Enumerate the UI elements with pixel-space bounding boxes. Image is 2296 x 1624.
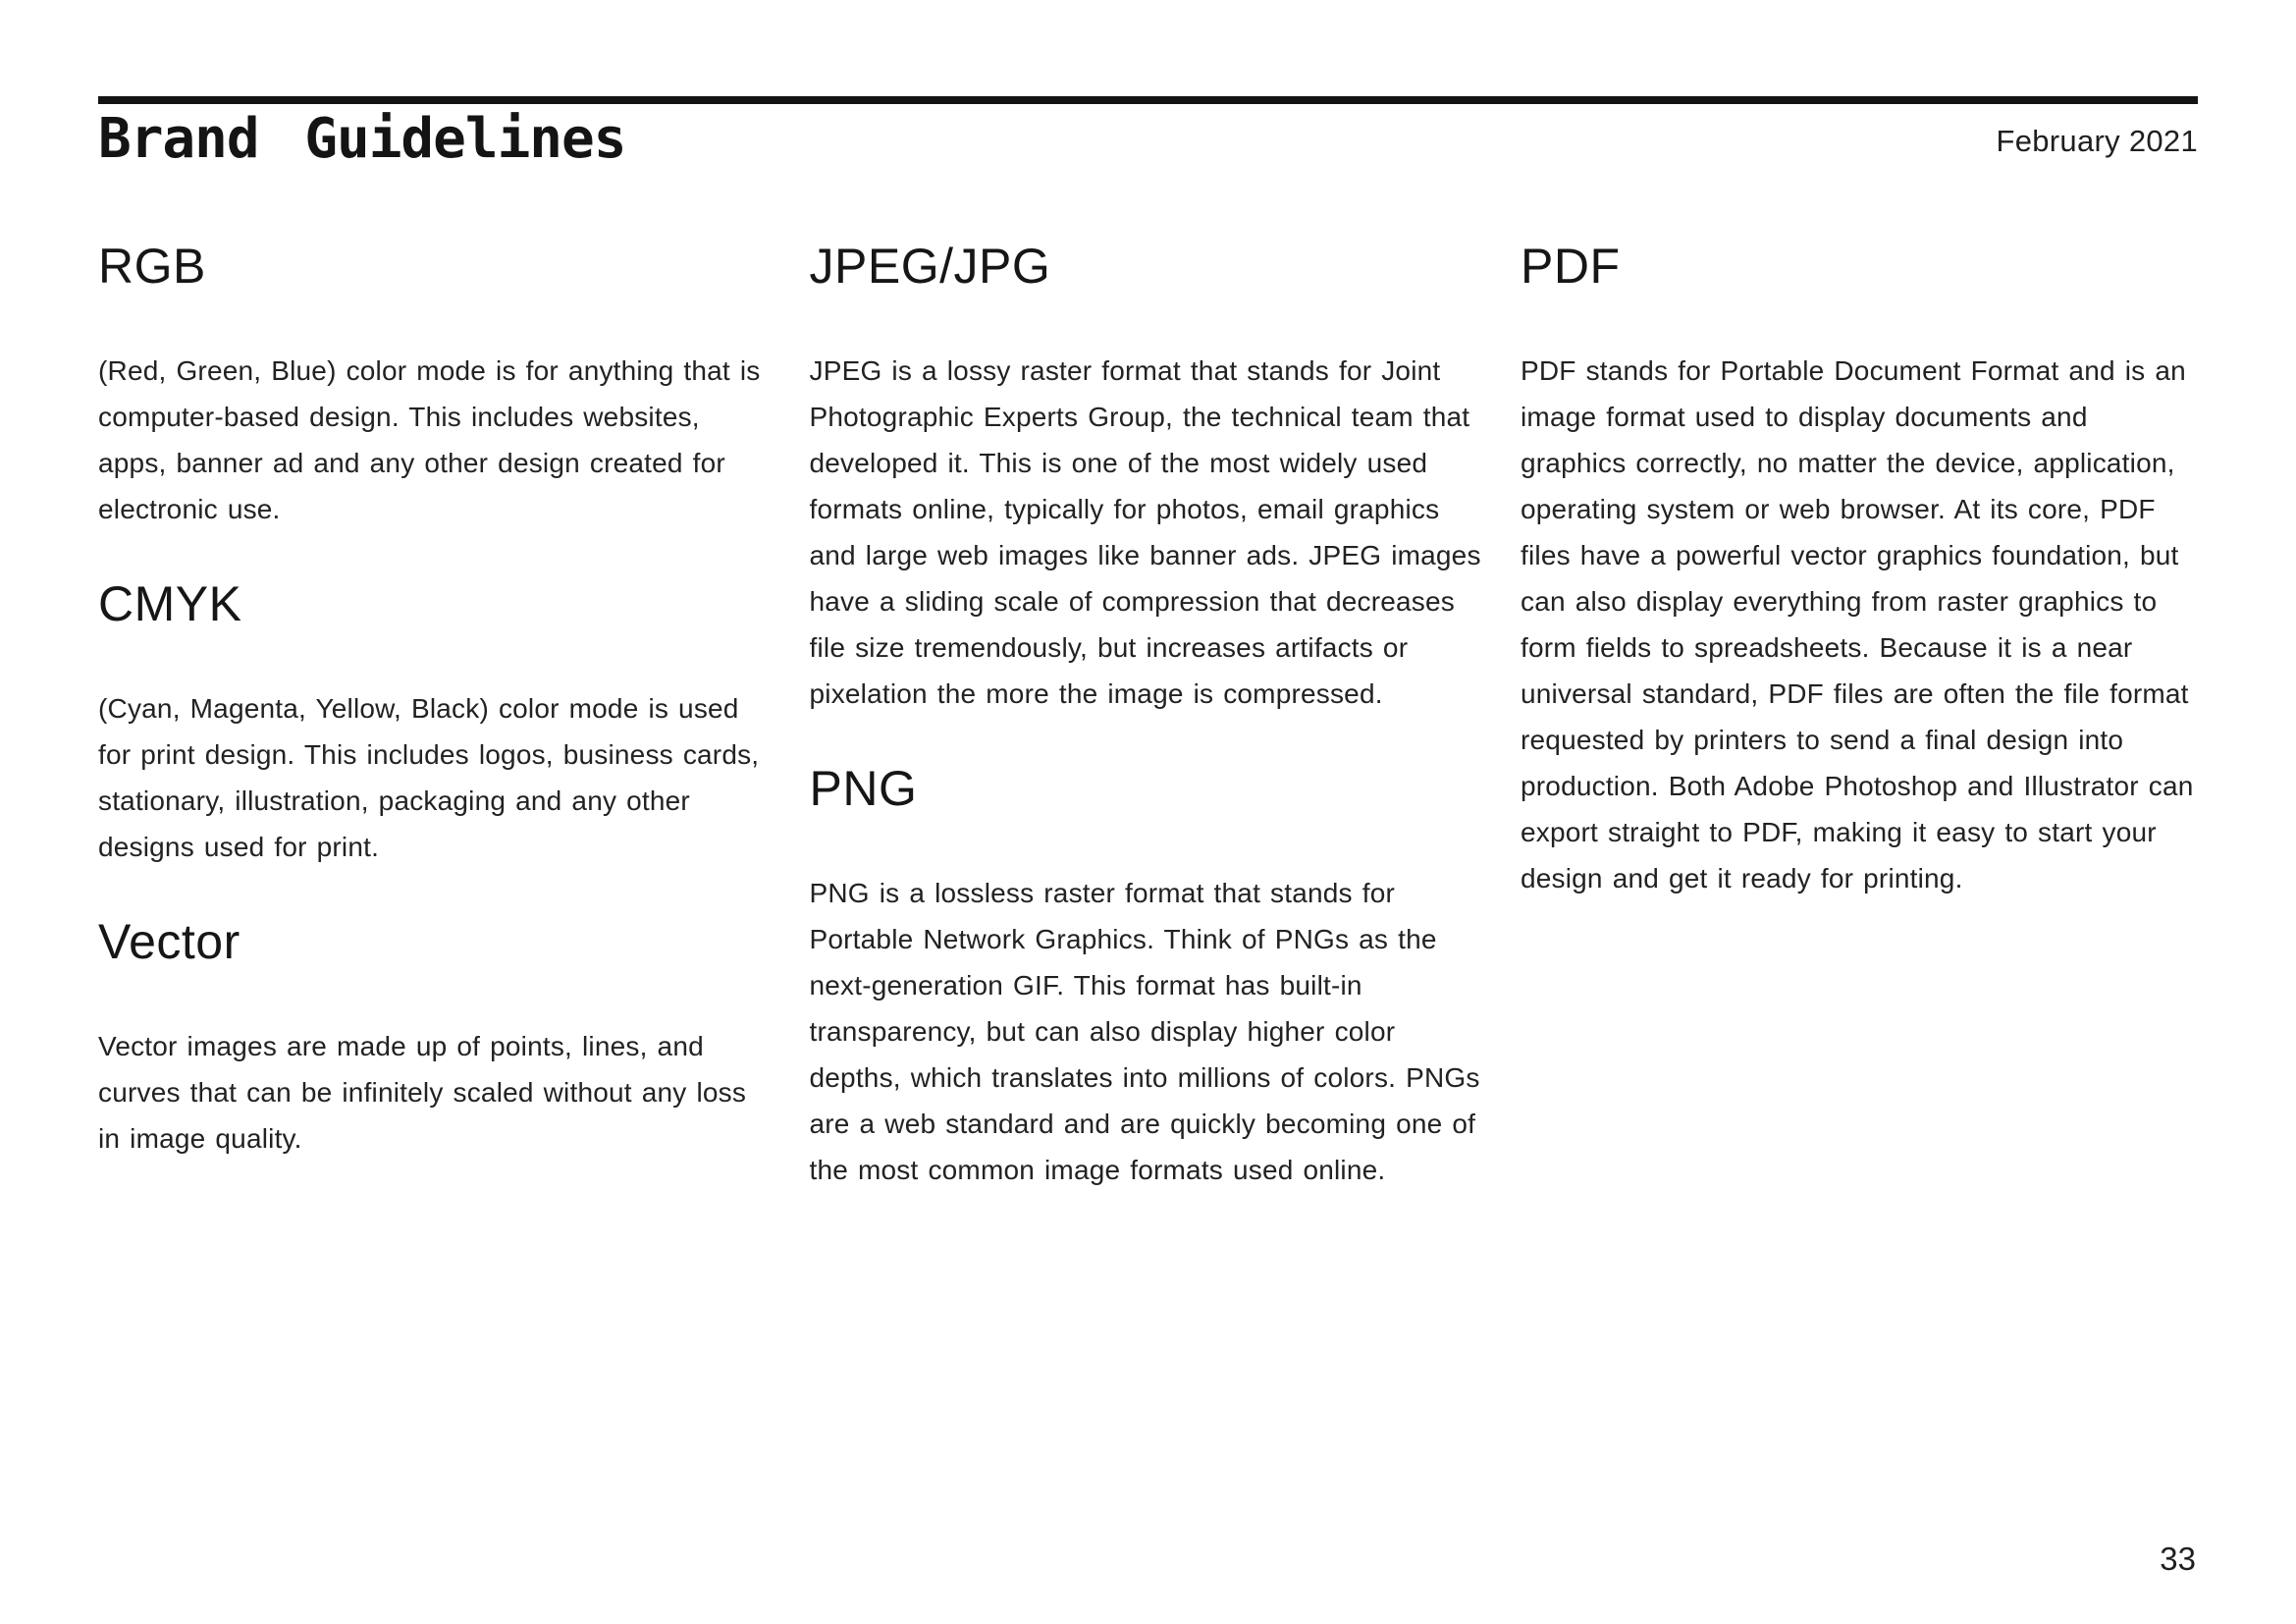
section-vector — [98, 916, 775, 1162]
section-body-rgb: (Red, Green, Blue) color mode is for anything that is computer-based design. This includes websites, apps, banner ad and any other design created for electronic use. — [98, 355, 761, 524]
section-body-vector: Vector images are made up of points, lines, and curves that can be infinitely scaled without any loss in image quality. — [98, 1031, 747, 1154]
page-number: 33 — [2160, 1541, 2196, 1577]
section-heading-rgb: RGB — [98, 239, 206, 294]
section-body-jpeg: JPEG is a lossy raster format that stands for Joint Photographic Experts Group, the technical team that developed it. This is one of the most widely used formats online, typically for photos, email graphics and large web images like banner ads. JPEG images have a sliding scale of compression that decreases file size tremendously, but increases artifacts or pixelation the more the image is compressed. — [809, 355, 1481, 709]
section-cmyk — [98, 578, 775, 870]
section-heading-cmyk: CMYK — [98, 576, 242, 631]
section-body-cmyk: (Cyan, Magenta, Yellow, Black) color mode is used for print design. This includes logos, business cards, stationary, illustration, packaging and any other designs used for print. — [98, 693, 760, 862]
section-heading-pdf: PDF — [1521, 239, 1621, 294]
section-jpeg — [810, 241, 1487, 717]
column-right — [1521, 241, 2198, 1239]
column-left — [98, 241, 775, 1239]
section-body-png: PNG is a lossless raster format that stands for Portable Network Graphics. Think of PNGs as the next-generation GIF. This format has built-in transparency, but can also display higher color depths, which translates into millions of colors. PNGs are a web standard and are quickly becoming one of the most common image formats used online. — [809, 878, 1480, 1185]
section-heading-png: PNG — [809, 761, 918, 816]
header-date: February 2021 — [1996, 124, 2198, 158]
section-body-pdf: PDF stands for Portable Document Format and is an image format used to display documents and graphics correctly, no matter the device, application, operating system or web browser. At its core, PDF files have a powerful vector graphics foundation, but can also display everything from raster graphics to form fields to spreadsheets. Because it is a near universal standard, PDF files are often the file format requested by printers to send a final design into production. Both Adobe Photoshop and Illustrator can export straight to PDF, making it easy to start your design and get it ready for printing. — [1521, 355, 2194, 893]
section-png — [810, 763, 1487, 1193]
page-title: Brand Guidelines — [98, 107, 626, 171]
section-heading-jpeg: JPEG/JPG — [809, 239, 1051, 294]
section-heading-vector: Vector — [98, 914, 240, 969]
content-columns — [98, 241, 2198, 1239]
section-pdf — [1521, 241, 2198, 901]
column-middle — [810, 241, 1487, 1239]
section-rgb — [98, 241, 775, 532]
header-rule — [98, 96, 2198, 104]
